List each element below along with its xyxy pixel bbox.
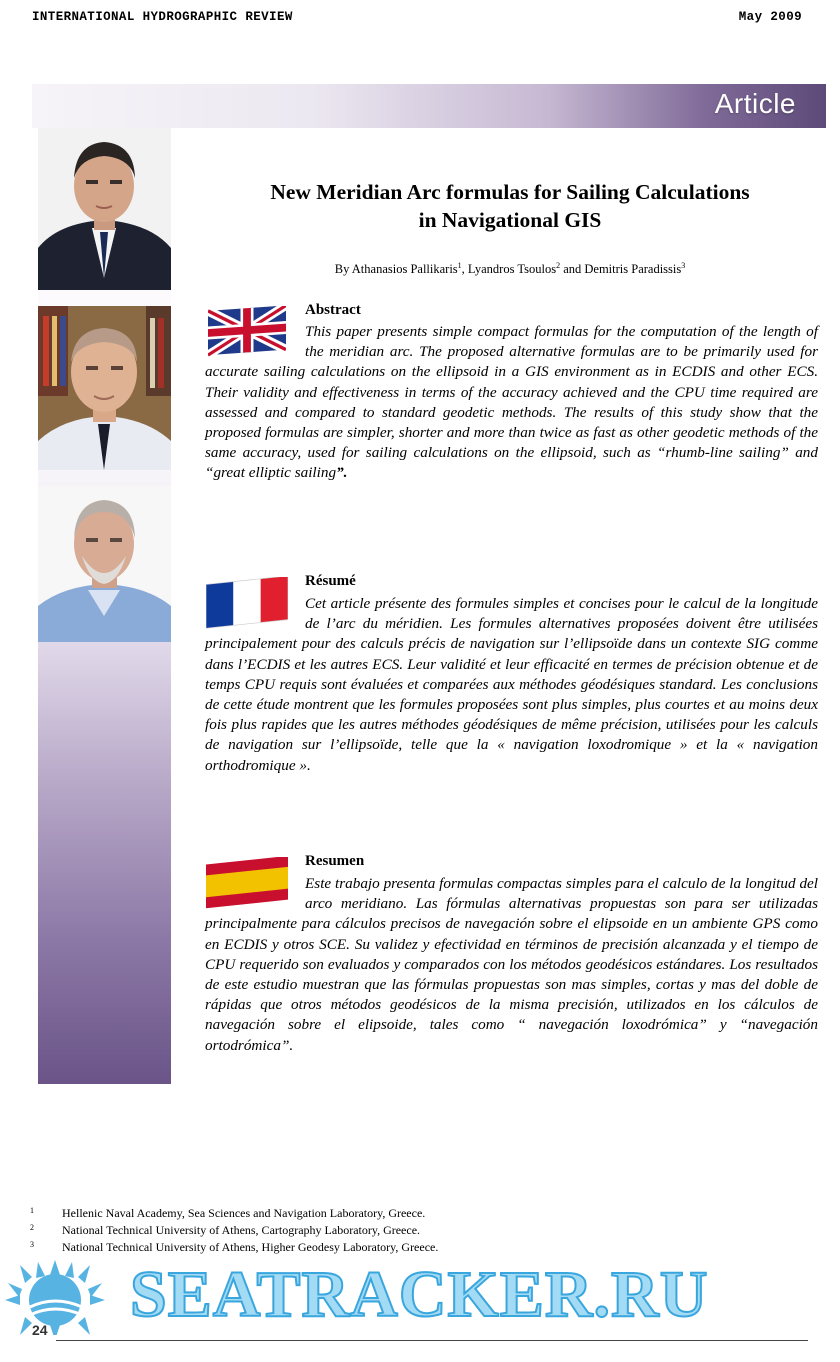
footnote-text: National Technical University of Athens, Cartography Laboratory, Greece.: [62, 1223, 421, 1237]
footnote: [30, 1239, 590, 1256]
footnote-ref: 2: [556, 260, 561, 270]
abstract-text: This paper presents simple compact formulas for the computation of the length of the meridian arc. The proposed alternative formulas are to be primarily used for accurate sailing calculations on the ellipsoid in a GIS environment as in ECDIS and other ECS. Their validity and effectiveness in terms of the accuracy achieved and the CPU time required are assessed and compared to standard geodetic methods. The results of this study show that the proposed formulas are simpler, shorter and more than twice as fast as other geodetic methods of the same accuracy, used for sailing calculations on the ellipsoid, such as “rhumb-line sailing” and “great elliptic sailing”.: [205, 323, 818, 482]
author-name: Lyandros Tsoulos: [467, 262, 557, 276]
sun-logo-icon: [0, 1255, 125, 1335]
abstract-heading: Abstract: [305, 302, 361, 318]
issue-date: May 2009: [738, 10, 802, 24]
footnote-text: Hellenic Naval Academy, Sea Sciences and Navigation Laboratory, Greece.: [62, 1206, 426, 1220]
footnote-number: 1: [30, 1206, 34, 1215]
running-head: [32, 10, 802, 28]
article-title: [200, 178, 820, 234]
footnote-number: 3: [30, 1240, 34, 1249]
resume-text: Cet article présente des formules simples et concises pour le calcul de la longitude de l’arc du méridien. Les formules alternatives proposées doivent être utilisées principalement pour des calculs précis de navigation sur l’ellipsoïde dans un contexte SIG comme dans l’ECDIS et les autres ECS. Leur validité et leur efficacité en termes de précision obtenue et de temps CPU requis sont évaluées et comparées aux méthodes géodésiques standard. Les conclusions de cette étude montrent que les formules proposées sont plus simples, plus courtes et au moins deux fois plus rapides que les autres méthodes géodésiques de même précision, utilisées pour les calculs de navigation sur l’ellipsoïde, telle que la « navigation loxodromique » et la « navigation orthodromique ».: [205, 595, 818, 774]
resume-heading: Résumé: [305, 573, 356, 589]
footnotes: [30, 1205, 590, 1256]
footnote-number: 2: [30, 1223, 34, 1232]
article-label: Article: [714, 88, 796, 119]
article-banner: [32, 84, 826, 128]
footnote-ref: 1: [457, 260, 462, 270]
author-photo-2: [38, 306, 171, 470]
author-name: Demitris Paradissis: [584, 262, 682, 276]
footnote-text: National Technical University of Athens, Higher Geodesy Laboratory, Greece.: [62, 1240, 439, 1254]
footer-rule: [56, 1340, 808, 1341]
footnote-ref: 3: [681, 260, 686, 270]
footnote: [30, 1205, 590, 1222]
resumen-text: Este trabajo presenta formulas compactas simples para el calculo de la longitud del arco meridiano. Las fórmulas alternativas propuestas son para ser utilizadas principalmente para cálculos precisos de navegación sobre el elipsoide en un ambiente GPS como en ECDIS y otros SCE. Su validez y efectividad en términos de precisión alcanzada y el tiempo de CPU requerido son evaluados y comparados con los métodos geodésicos estándares. Los resultados de este estudio muestran que las fórmulas propuestas son mas simples, cortas y mas del doble de rápidas que otros métodos geodésicos de la misma precisión, utilizados en los cálculos de navegación sobre el elipsoide, tales como “ navegación loxodrómica” y “navegación ortodrómica”.: [205, 875, 818, 1054]
journal-name: INTERNATIONAL HYDROGRAPHIC REVIEW: [32, 10, 293, 24]
footnote: [30, 1222, 590, 1239]
author-photo-3: [38, 486, 171, 642]
page-number: 24: [32, 1322, 48, 1338]
watermark: [0, 1255, 840, 1335]
title-line-2: in Navigational GIS: [418, 208, 602, 232]
author-photo-1: [38, 128, 171, 290]
author-name: Athanasios Pallikaris: [351, 262, 458, 276]
byline-prefix: By: [334, 262, 352, 276]
byline: By Athanasios Pallikaris$^1$, Lyandros Tsoulos$^2$ and Demitris Paradissis$^3$: [334, 260, 686, 276]
resumen-heading: Resumen: [305, 853, 365, 869]
title-line-1: New Meridian Arc formulas for Sailing Calculations: [270, 180, 750, 204]
watermark-text: SEATRACKER.RU: [130, 1258, 709, 1331]
